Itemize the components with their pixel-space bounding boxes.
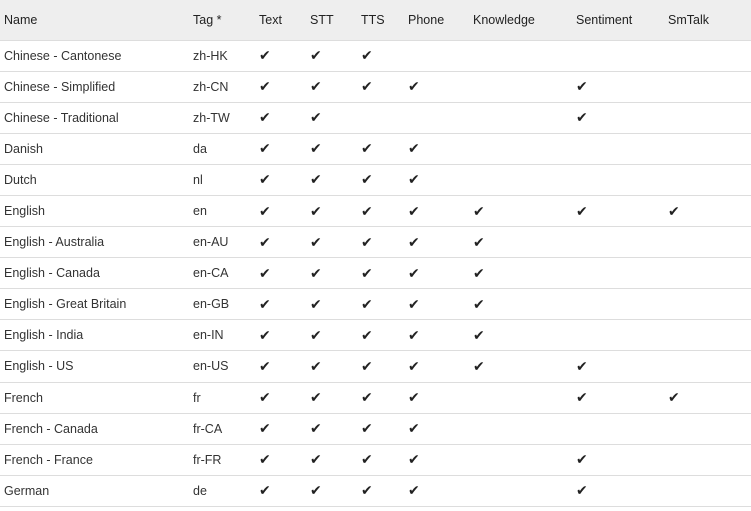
checkmark-icon: ✔ — [259, 451, 271, 468]
language-name-cell: English - US — [4, 359, 74, 374]
checkmark-icon: ✔ — [473, 326, 485, 343]
language-tag-cell: zh-TW — [193, 110, 230, 125]
checkmark-icon: ✔ — [259, 295, 271, 312]
empty-cell — [664, 133, 751, 164]
empty-cell — [664, 227, 751, 258]
empty-cell — [664, 475, 751, 506]
table-row — [0, 475, 751, 506]
empty-cell — [469, 444, 572, 475]
checkmark-icon: ✔ — [310, 482, 322, 499]
checkmark-icon: ✔ — [361, 264, 373, 281]
checkmark-icon: ✔ — [259, 171, 271, 188]
checkmark-icon: ✔ — [408, 389, 420, 406]
checkmark-icon: ✔ — [576, 389, 588, 406]
language-name-cell: Chinese - Simplified — [4, 79, 116, 94]
checkmark-icon: ✔ — [259, 357, 271, 374]
empty-cell — [404, 102, 469, 133]
checkmark-icon: ✔ — [473, 233, 485, 250]
empty-cell — [572, 320, 664, 351]
empty-cell — [572, 227, 664, 258]
checkmark-icon: ✔ — [473, 202, 485, 219]
checkmark-icon: ✔ — [310, 78, 322, 95]
checkmark-icon: ✔ — [361, 326, 373, 343]
checkmark-icon: ✔ — [361, 295, 373, 312]
language-tag-cell: fr — [193, 390, 201, 405]
empty-cell — [572, 164, 664, 195]
empty-cell — [572, 133, 664, 164]
language-name-cell: Dutch — [4, 172, 37, 187]
empty-cell — [664, 413, 751, 444]
empty-cell — [664, 351, 751, 382]
checkmark-icon: ✔ — [259, 78, 271, 95]
language-tag-cell: da — [193, 141, 207, 156]
empty-cell — [404, 40, 469, 71]
column-header-phone: Phone — [408, 12, 445, 27]
language-tag-cell: en — [193, 204, 207, 219]
table-row — [0, 164, 751, 195]
checkmark-icon: ✔ — [361, 451, 373, 468]
checkmark-icon: ✔ — [259, 140, 271, 157]
checkmark-icon: ✔ — [668, 202, 680, 219]
language-name-cell: English - Great Britain — [4, 297, 127, 312]
empty-cell — [664, 40, 751, 71]
checkmark-icon: ✔ — [408, 202, 420, 219]
checkmark-icon: ✔ — [361, 78, 373, 95]
checkmark-icon: ✔ — [361, 482, 373, 499]
table-row — [0, 320, 751, 351]
checkmark-icon: ✔ — [668, 389, 680, 406]
table-row — [0, 444, 751, 475]
checkmark-icon: ✔ — [408, 451, 420, 468]
table-row — [0, 227, 751, 258]
empty-cell — [664, 102, 751, 133]
empty-cell — [572, 258, 664, 289]
checkmark-icon: ✔ — [310, 326, 322, 343]
checkmark-icon: ✔ — [473, 357, 485, 374]
empty-cell — [469, 102, 572, 133]
checkmark-icon: ✔ — [473, 264, 485, 281]
checkmark-icon: ✔ — [576, 482, 588, 499]
language-tag-cell: en-AU — [193, 235, 229, 250]
checkmark-icon: ✔ — [310, 451, 322, 468]
checkmark-icon: ✔ — [310, 171, 322, 188]
checkmark-icon: ✔ — [408, 482, 420, 499]
empty-cell — [469, 133, 572, 164]
language-name-cell: Danish — [4, 141, 43, 156]
language-tag-cell: en-IN — [193, 328, 224, 343]
empty-cell — [664, 71, 751, 102]
checkmark-icon: ✔ — [473, 295, 485, 312]
language-tag-cell: en-CA — [193, 266, 229, 281]
column-header-tag: Tag * — [193, 12, 222, 27]
checkmark-icon: ✔ — [361, 140, 373, 157]
checkmark-icon: ✔ — [361, 233, 373, 250]
language-tag-cell: nl — [193, 172, 203, 187]
checkmark-icon: ✔ — [310, 389, 322, 406]
checkmark-icon: ✔ — [310, 420, 322, 437]
table-row — [0, 351, 751, 382]
checkmark-icon: ✔ — [259, 202, 271, 219]
table-row — [0, 40, 751, 71]
checkmark-icon: ✔ — [361, 357, 373, 374]
checkmark-icon: ✔ — [361, 389, 373, 406]
checkmark-icon: ✔ — [259, 482, 271, 499]
checkmark-icon: ✔ — [576, 357, 588, 374]
checkmark-icon: ✔ — [408, 264, 420, 281]
column-header-sentiment: Sentiment — [576, 12, 633, 27]
empty-cell — [469, 382, 572, 413]
table-row — [0, 71, 751, 102]
table-row — [0, 102, 751, 133]
language-name-cell: Chinese - Cantonese — [4, 48, 122, 63]
checkmark-icon: ✔ — [361, 171, 373, 188]
column-header-stt: STT — [310, 12, 334, 27]
checkmark-icon: ✔ — [408, 233, 420, 250]
language-name-cell: French - France — [4, 452, 93, 467]
checkmark-icon: ✔ — [310, 109, 322, 126]
checkmark-icon: ✔ — [310, 357, 322, 374]
empty-cell — [572, 289, 664, 320]
column-header-knowledge: Knowledge — [473, 12, 535, 27]
column-header-smtalk: SmTalk — [668, 12, 709, 27]
empty-cell — [469, 40, 572, 71]
table-body — [0, 40, 751, 506]
checkmark-icon: ✔ — [576, 109, 588, 126]
empty-cell — [572, 413, 664, 444]
table-row — [0, 413, 751, 444]
empty-cell — [469, 71, 572, 102]
language-name-cell: German — [4, 483, 50, 498]
language-name-cell: English - Canada — [4, 266, 100, 281]
language-name-cell: English - Australia — [4, 235, 105, 250]
checkmark-icon: ✔ — [259, 420, 271, 437]
checkmark-icon: ✔ — [361, 47, 373, 64]
empty-cell — [664, 289, 751, 320]
language-tag-cell: zh-HK — [193, 48, 228, 63]
table-row — [0, 133, 751, 164]
language-tag-cell: en-GB — [193, 297, 230, 312]
table-row — [0, 258, 751, 289]
column-header-tts: TTS — [361, 12, 385, 27]
checkmark-icon: ✔ — [408, 326, 420, 343]
checkmark-icon: ✔ — [408, 140, 420, 157]
table-header-row — [0, 0, 751, 40]
language-name-cell: English - India — [4, 328, 84, 343]
checkmark-icon: ✔ — [408, 357, 420, 374]
empty-cell — [664, 444, 751, 475]
empty-cell — [664, 320, 751, 351]
checkmark-icon: ✔ — [408, 78, 420, 95]
checkmark-icon: ✔ — [259, 109, 271, 126]
checkmark-icon: ✔ — [259, 233, 271, 250]
checkmark-icon: ✔ — [310, 47, 322, 64]
checkmark-icon: ✔ — [259, 264, 271, 281]
empty-cell — [664, 164, 751, 195]
checkmark-icon: ✔ — [259, 389, 271, 406]
language-name-cell: French - Canada — [4, 421, 98, 436]
language-tag-cell: en-US — [193, 359, 229, 374]
language-tag-cell: fr-FR — [193, 452, 222, 467]
checkmark-icon: ✔ — [408, 171, 420, 188]
checkmark-icon: ✔ — [361, 420, 373, 437]
table-row — [0, 195, 751, 226]
language-name-cell: English — [4, 204, 45, 219]
checkmark-icon: ✔ — [310, 295, 322, 312]
empty-cell — [357, 102, 404, 133]
language-tag-cell: fr-CA — [193, 421, 223, 436]
checkmark-icon: ✔ — [310, 264, 322, 281]
checkmark-icon: ✔ — [310, 140, 322, 157]
checkmark-icon: ✔ — [576, 78, 588, 95]
language-name-cell: Chinese - Traditional — [4, 110, 119, 125]
empty-cell — [469, 164, 572, 195]
language-tag-cell: zh-CN — [193, 79, 229, 94]
empty-cell — [572, 40, 664, 71]
checkmark-icon: ✔ — [361, 202, 373, 219]
checkmark-icon: ✔ — [310, 202, 322, 219]
checkmark-icon: ✔ — [310, 233, 322, 250]
empty-cell — [469, 475, 572, 506]
checkmark-icon: ✔ — [408, 295, 420, 312]
checkmark-icon: ✔ — [259, 47, 271, 64]
checkmark-icon: ✔ — [576, 451, 588, 468]
column-header-text: Text — [259, 12, 282, 27]
empty-cell — [664, 258, 751, 289]
table-row — [0, 382, 751, 413]
checkmark-icon: ✔ — [576, 202, 588, 219]
checkmark-icon: ✔ — [408, 420, 420, 437]
checkmark-icon: ✔ — [259, 326, 271, 343]
empty-cell — [469, 413, 572, 444]
language-tag-cell: de — [193, 483, 207, 498]
language-name-cell: French — [4, 390, 43, 405]
table-row — [0, 289, 751, 320]
column-header-name: Name — [4, 12, 38, 27]
